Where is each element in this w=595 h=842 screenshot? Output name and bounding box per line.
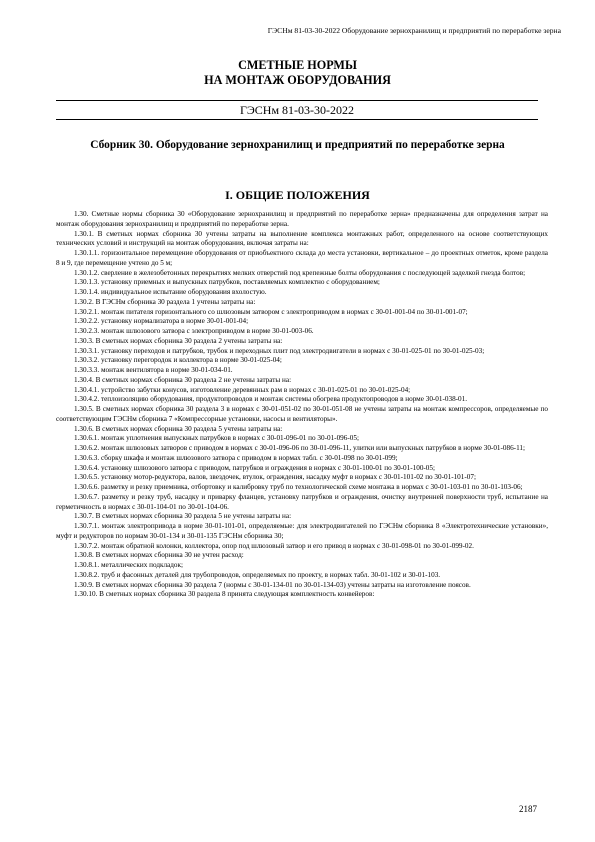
paragraph: 1.30.4.2. теплоизоляцию оборудования, продуктопроводов и монтаж системы обогрева продуктопроводов в норме 30-01-038-01. [74,395,468,404]
paragraph: 1.30.6. В сметных нормах сборника 30 раздела 5 учтены затраты на: [74,424,283,433]
paragraph: 1.30.7.2. монтаж обратной колонки, коллектора, опор под шлюзовый затвор и его привод в нормах с 30-01-098-01 по 30-01-099-02. [74,541,474,550]
paragraph: 1.30.1. В сметных нормах сборника 30 учтены затраты на выполнение комплекса монтажных работ, определенного на основе соответствующих технических условий и инструкций на монтаж оборудования, включая затраты на: [56,229,548,248]
paragraph: 1.30.1.3. установку приемных и выпускных патрубков, поставляемых комплектно с оборудованием; [74,278,380,287]
paragraph: 1.30.6.3. сборку шкафа и монтаж шлюзового затвора с приводом в нормах табл. с 30-01-098 по 30-01-099; [74,453,398,462]
paragraph: 1.30.2.2. установку нормализатора в норме 30-01-001-04; [74,317,249,326]
paragraph: 1.30.7. В сметных нормах сборника 30 раздела 5 не учтены затраты на: [74,512,292,521]
body-text [56,210,548,600]
paragraph: 1.30. Сметные нормы сборника 30 «Оборудование зернохранилищ и предприятий по переработке зерна» предназначены для определения затрат на монтаж оборудования зернохранилищ и предприятий по переработке зерна. [56,210,548,228]
paragraph: 1.30.2.3. монтаж шлюзового затвора с электроприводом в норме 30-01-003-06. [74,327,314,335]
paragraph: 1.30.9. В сметных нормах сборника 30 раздела 7 (нормы с 30-01-134-01 по 30-01-134-03) учтены затраты на изготовление поясов. [74,580,471,589]
paragraph: 1.30.3.2. установку перегородок и коллектора в норме 30-01-025-04; [74,356,282,365]
section-title: I. ОБЩИЕ ПОЛОЖЕНИЯ [225,188,370,202]
paragraph: 1.30.6.5. установку мотор-редуктора, валов, звездочек, втулок, ограждения, насадку муфт в нормах с 30-01-101-02 по 30-01-101-07; [74,473,476,482]
running-header: ГЭСНм 81-03-30-2022 Оборудование зернохранилищ и предприятий по переработке зерна [267,26,561,35]
paragraph: 1.30.5. В сметных нормах сборника 30 раздела 3 в нормах с 30-01-051-02 по 30-01-051-08 не учтены затраты на монтаж компрессоров, определяемые по соответствующим ГЭСНм сборника 7 «Компрессорные установки, насосы и вентиляторы». [56,405,548,423]
title-line-2: НА МОНТАЖ ОБОРУДОВАНИЯ [204,73,391,87]
paragraph: 1.30.6.1. монтаж уплотнения выпускных патрубков в нормах с 30-01-096-01 по 30-01-096-05; [74,434,359,443]
paragraph: 1.30.6.7. разметку и резку труб, насадку и приварку фланцев, установку патрубков и ограждения, очистку внутренней поверхности труб, испытание на герметичность в нормах с 30-01-104-01 по 30-01-104-06. [56,492,548,511]
paragraph: 1.30.7.1. монтаж электропривода в норме 30-01-101-01, определяемые: для электродвигателей по ГЭСНм сборника 8 «Электротехнические установки», муфт и редукторов по нормам 30-01-134 и 30-01-135 ГЭСНм сборника 30; [56,522,548,540]
paragraph: 1.30.6.4. установку шлюзового затвора с приводом, патрубков и ограждения в нормах с 30-01-100-01 по 30-01-100-05; [74,463,435,472]
paragraph: 1.30.6.2. монтаж шлюзовых затворов с приводом в нормах с 30-01-096-06 по 30-01-096-11, улитки или выпускных патрубков в норме 30-01-086-11; [74,444,525,452]
paragraph: 1.30.4. В сметных нормах сборника 30 раздела 2 не учтены затраты на: [74,375,292,384]
paragraph: 1.30.2. В ГЭСНм сборника 30 раздела 1 учтены затраты на: [74,297,256,306]
paragraph: 1.30.8. В сметных нормах сборника 30 не учтен расход: [74,551,244,560]
title-line-1: СМЕТНЫЕ НОРМЫ [238,58,357,72]
paragraph: 1.30.4.1. устройство забутки конусов, изготовление деревянных рам в нормах с 30-01-025-01 по 30-01-025-04; [74,385,411,394]
paragraph: 1.30.6.6. разметку и резку приемника, отбортовку и калибровку труб по технологической схеме монтажа в нормах с 30-01-103-01 по 30-01-103-06; [74,483,523,491]
paragraph: 1.30.3. В сметных нормах сборника 30 раздела 2 учтены затраты на: [74,336,283,345]
paragraph: 1.30.10. В сметных нормах сборника 30 раздела 8 принята следующая комплектность конвейеров: [74,590,375,599]
page-number: 2187 [519,804,537,814]
paragraph: 1.30.8.1. металлических подкладок; [74,561,183,569]
collection-title: Сборник 30. Оборудование зернохранилищ и предприятий по переработке зерна [90,139,505,151]
paragraph: 1.30.8.2. труб и фасонных деталей для трубопроводов, определяемых по проекту, в нормах табл. 30-01-102 и 30-01-103. [74,570,441,579]
document-title [0,58,595,88]
paragraph: 1.30.1.4. индивидуальное испытание оборудования вхолостую. [74,288,267,296]
paragraph: 1.30.3.1. установку переходов и патрубков, трубок и переходных плит под электродвигатели в нормах с 30-01-025-01 по 30-01-025-03; [74,346,485,355]
paragraph: 1.30.1.2. сверление в железобетонных перекрытиях мелких отверстий под крепежные болты оборудования с последующей заделкой гнезда болтов; [74,268,526,277]
paragraph: 1.30.2.1. монтаж питателя горизонтального со шлюзовым затвором с электроприводом в нормах с 30-01-001-04 по 30-01-001-07; [74,307,468,316]
paragraph: 1.30.1.1. горизонтальное перемещение оборудования от приобъектного склада до места установки, вертикальное – до проектных отметок, кроме раздела 8 и 9, где перемещение учтено до 5 м; [56,249,548,267]
paragraph: 1.30.3.3. монтаж вентилятора в норме 30-01-034-01. [74,366,233,374]
norm-code: ГЭСНм 81-03-30-2022 [56,100,538,120]
